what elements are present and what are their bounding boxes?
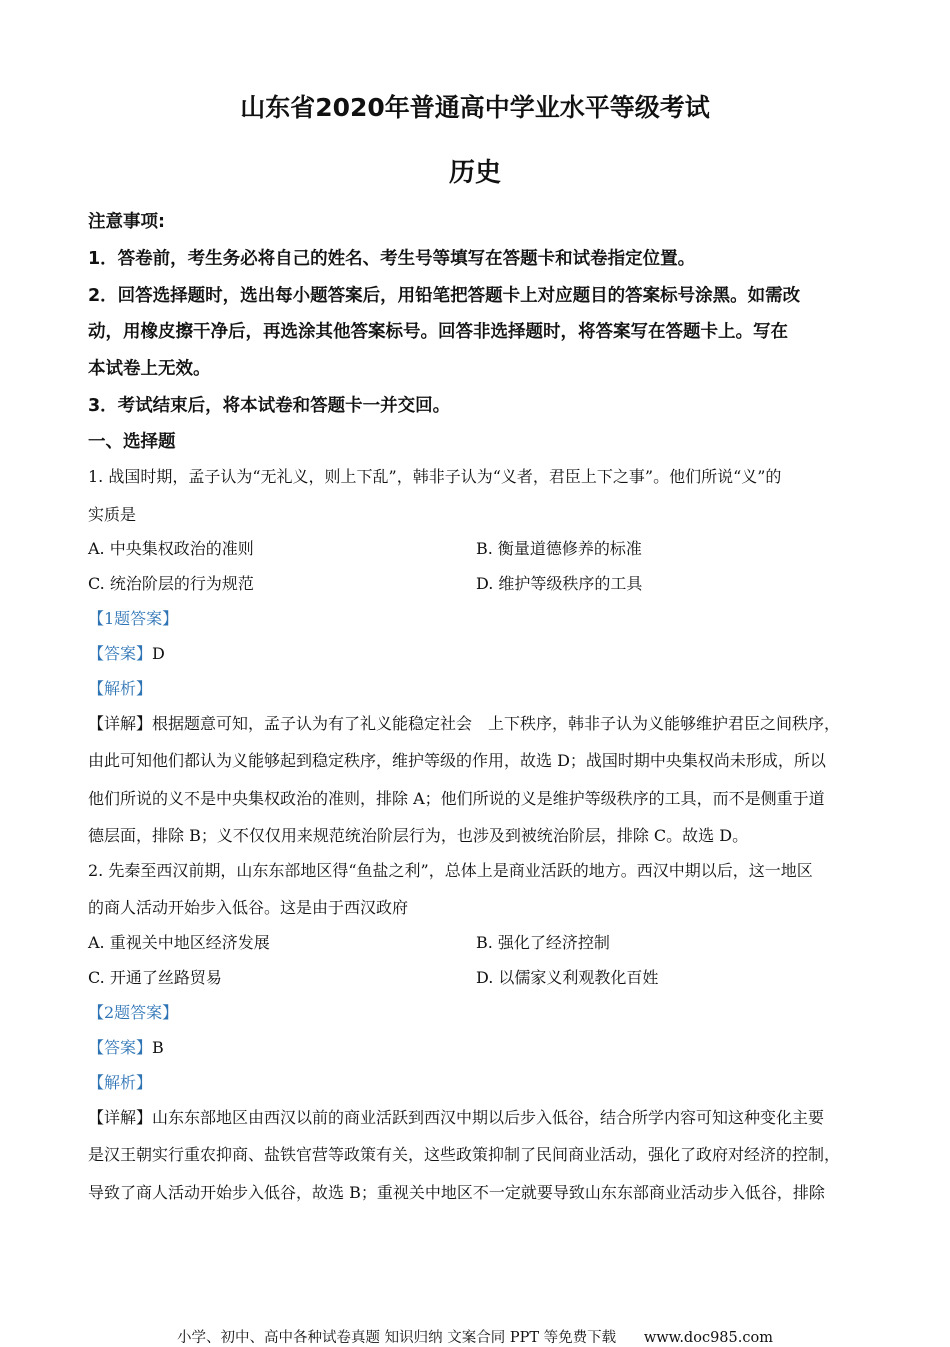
q2-answer-value: B [152, 1038, 164, 1057]
q2-stem-line-1: 2. 先秦至西汉前期，山东东部地区得“鱼盐之利”，总体上是商业活跃的地方。西汉中期以后，这一地区 [88, 861, 813, 880]
notes-item-2-line-2: 动，用橡皮擦干净后，再选涂其他答案标号。回答非选择题时，将答案写在答题卡上。写在 [88, 322, 788, 342]
q1-stem-line-2: 实质是 [88, 505, 137, 524]
q2-analysis-tag: 【解析】 [88, 1073, 153, 1092]
q1-detail-line-3: 他们所说的义不是中央集权政治的准则，排除 A；他们所说的义是维护等级秩序的工具，而不是侧重于道 [88, 789, 825, 808]
q1-detail-line-1 [88, 711, 878, 734]
notes-item-1: 1．答卷前，考生务必将自己的姓名、考生号等填写在答题卡和试卷指定位置。 [88, 249, 696, 269]
q1-option-d: D. 维护等级秩序的工具 [476, 574, 643, 593]
q2-stem-line-2: 的商人活动开始步入低谷。这是由于西汉政府 [88, 898, 409, 917]
q2-answer-header: 【2题答案】 [88, 1003, 179, 1022]
q2-detail-text: 山东东部地区由西汉以前的商业活跃到西汉中期以后步入低谷，结合所学内容可知这种变化主要 [152, 1108, 825, 1127]
q1-detail-text: 根据题意可知，孟子认为有了礼义能稳定社会 上下秩序，韩非子认为义能够维护君臣之间秩序， [152, 714, 841, 733]
q1-detail-tag: 【详解】 [88, 714, 153, 733]
notes-item-2-line-1: 2．回答选择题时，选出每小题答案后，用铅笔把答题卡上对应题目的答案标号涂黑。如需改 [88, 286, 801, 306]
q2-answer [88, 1035, 878, 1058]
q2-detail-tag: 【详解】 [88, 1108, 153, 1127]
q2-option-a: A. 重视关中地区经济发展 [88, 933, 270, 952]
notes-item-2-line-3: 本试卷上无效。 [88, 359, 211, 379]
footer-text: 小学、初中、高中各种试卷真题 知识归纳 文案合同 PPT 等免费下载 [177, 1330, 617, 1346]
footer-url[interactable]: www.doc985.com [643, 1330, 773, 1346]
q1-option-a: A. 中央集权政治的准则 [88, 539, 254, 558]
q1-answer-tag: 【答案】 [88, 644, 153, 663]
q1-detail-line-2: 由此可知他们都认为义能够起到稳定秩序，维护等级的作用，故选 D；战国时期中央集权尚未形成，所以 [88, 751, 826, 770]
exam-title: 山东省2020年普通高中学业水平等级考试 [240, 93, 710, 122]
q1-option-c: C. 统治阶层的行为规范 [88, 574, 254, 593]
q1-answer [88, 641, 878, 664]
q2-answer-tag: 【答案】 [88, 1038, 153, 1057]
q1-detail-line-4: 德层面，排除 B；义不仅仅用来规范统治阶层行为，也涉及到被统治阶层，排除 C。故选 D。 [88, 826, 749, 845]
subject-title: 历史 [448, 158, 501, 188]
q1-answer-value: D [152, 644, 165, 663]
q2-detail-line-1 [88, 1105, 878, 1128]
q2-option-c: C. 开通了丝路贸易 [88, 968, 222, 987]
q2-option-b: B. 强化了经济控制 [476, 933, 610, 952]
q1-option-b: B. 衡量道德修养的标准 [476, 539, 642, 558]
q2-detail-line-3: 导致了商人活动开始步入低谷，故选 B；重视关中地区不一定就要导致山东东部商业活动步入低谷，排除 [88, 1183, 825, 1202]
q1-stem-line-1: 1. 战国时期，孟子认为“无礼义，则上下乱”，韩非子认为“义者，君臣上下之事”。他们所说“义”的 [88, 467, 782, 486]
notes-item-3: 3．考试结束后，将本试卷和答题卡一并交回。 [88, 396, 451, 416]
q2-detail-line-2: 是汉王朝实行重农抑商、盐铁官营等政策有关，这些政策抑制了民间商业活动，强化了政府对经济的控制， [88, 1145, 841, 1164]
q1-answer-header: 【1题答案】 [88, 609, 179, 628]
section-heading: 一、选择题 [88, 432, 176, 452]
q1-analysis-tag: 【解析】 [88, 679, 153, 698]
notes-heading: 注意事项: [88, 212, 165, 232]
q2-option-d: D. 以儒家义利观教化百姓 [476, 968, 659, 987]
